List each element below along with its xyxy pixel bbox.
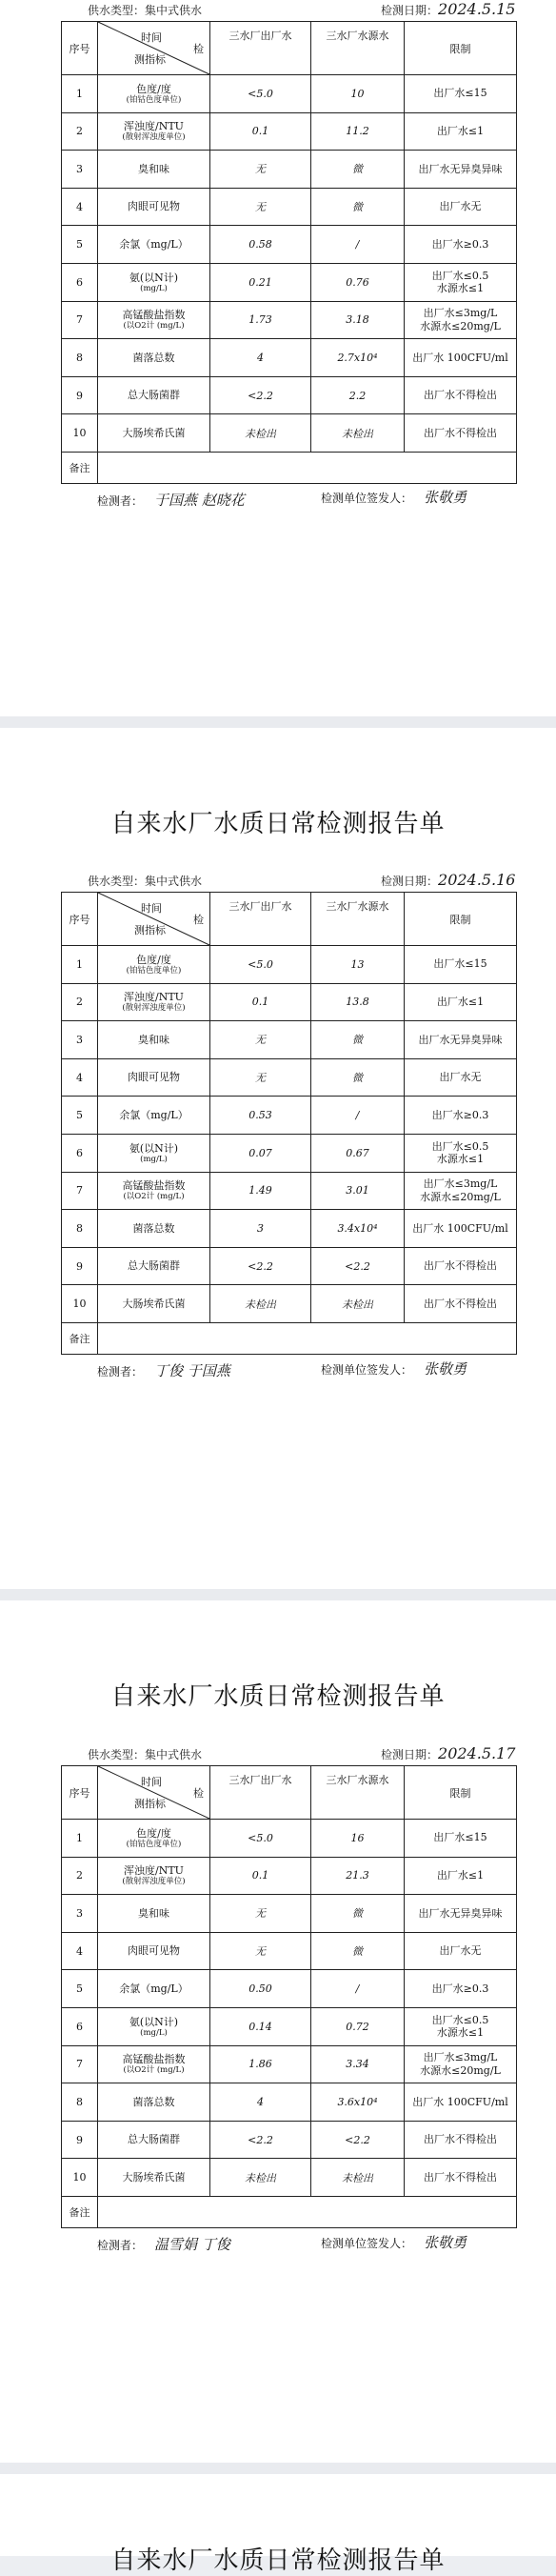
table-row — [62, 2159, 517, 2197]
indicator-name: 高锰酸盐指数 (以O2计 (mg/L) — [98, 2045, 210, 2083]
test-date: 检测日期：2024.5.15 — [381, 0, 516, 18]
table-row — [62, 1021, 517, 1059]
indicator-name: 总大肠菌群 — [98, 376, 210, 414]
table-row — [62, 226, 517, 264]
indicator-name: 色度/度 (铂钴色度单位) — [98, 946, 210, 984]
source-water-value: 2.7x10⁴ — [311, 339, 405, 377]
indicator-name: 浑浊度/NTU (散射浑浊度单位) — [98, 1857, 210, 1895]
row-number: 8 — [62, 2083, 98, 2122]
table-row — [62, 151, 517, 189]
table-row — [62, 2083, 517, 2122]
report-title: 自来水厂水质日常检测报告单 — [110, 1682, 446, 1711]
report-page-4 — [0, 2474, 556, 2575]
row-number: 3 — [62, 151, 98, 189]
limit-value: 出厂水无异臭异味 — [405, 1895, 517, 1933]
report-title: 自来水厂水质日常检测报告单 — [110, 810, 446, 838]
row-number: 1 — [62, 75, 98, 113]
row-number: 3 — [62, 1895, 98, 1933]
table-row — [62, 1970, 517, 2008]
indicator-name: 大肠埃希氏菌 — [98, 1285, 210, 1323]
diagonal-header-cell: 时间 检 测指标 — [98, 893, 210, 946]
source-water-value: 3.34 — [311, 2045, 405, 2083]
table-row — [62, 301, 517, 339]
row-number: 6 — [62, 1134, 98, 1172]
table-row — [62, 1097, 517, 1135]
limit-value: 出厂水 100CFU/ml — [405, 1210, 517, 1248]
col-source-water: 三水厂水源水 — [311, 893, 405, 946]
row-number: 6 — [62, 263, 98, 301]
table-row — [62, 1247, 517, 1285]
limit-value: 出厂水≤15 — [405, 75, 517, 113]
indicator-name: 臭和味 — [98, 1021, 210, 1059]
signer: 检测单位签发人： 张敬勇 — [321, 2234, 467, 2251]
outlet-water-value: 无 — [210, 151, 311, 189]
col-outlet-water: 三水厂出厂水 — [210, 893, 311, 946]
source-water-value: 微 — [311, 188, 405, 226]
outlet-water-value: 3 — [210, 1210, 311, 1248]
supply-type: 供水类型：集中式供水 — [88, 1748, 203, 1761]
report-rows — [62, 75, 517, 453]
limit-value: 出厂水无异臭异味 — [405, 1021, 517, 1059]
row-number: 5 — [62, 226, 98, 264]
outlet-water-value: 1.49 — [210, 1172, 311, 1210]
source-water-value: 3.18 — [311, 301, 405, 339]
diagonal-header-cell: 时间 检 测指标 — [98, 22, 210, 75]
row-number: 6 — [62, 2007, 98, 2045]
note-label: 备注 — [62, 1322, 98, 1354]
outlet-water-value: 无 — [210, 1895, 311, 1933]
source-water-value: 未检出 — [311, 1285, 405, 1323]
limit-value: 出厂水≤0.5 水源水≤1 — [405, 2007, 517, 2045]
col-outlet-water: 三水厂出厂水 — [210, 22, 311, 75]
outlet-water-value: 未检出 — [210, 414, 311, 453]
indicator-name: 氨(以N计) (mg/L) — [98, 2007, 210, 2045]
limit-value: 出厂水不得检出 — [405, 2121, 517, 2159]
source-water-value: <2.2 — [311, 2121, 405, 2159]
report-table — [61, 1765, 517, 2228]
table-row — [62, 112, 517, 151]
outlet-water-value: 1.86 — [210, 2045, 311, 2083]
indicator-name: 总大肠菌群 — [98, 1247, 210, 1285]
indicator-name: 菌落总数 — [98, 2083, 210, 2122]
row-number: 9 — [62, 376, 98, 414]
source-water-value: / — [311, 1097, 405, 1135]
inspectors: 检测者： 温雪娟 丁俊 — [97, 2236, 230, 2253]
source-water-value: 微 — [311, 1021, 405, 1059]
limit-value: 出厂水≤15 — [405, 1820, 517, 1858]
outlet-water-value: 无 — [210, 188, 311, 226]
source-water-value: 微 — [311, 151, 405, 189]
signer-signature: 张敬勇 — [424, 1360, 467, 1378]
outlet-water-value: 未检出 — [210, 2159, 311, 2197]
table-row — [62, 1134, 517, 1172]
row-number: 2 — [62, 983, 98, 1021]
row-number: 4 — [62, 1058, 98, 1097]
limit-value: 出厂水无 — [405, 188, 517, 226]
source-water-value: 16 — [311, 1820, 405, 1858]
source-water-value: 0.72 — [311, 2007, 405, 2045]
limit-value: 出厂水≤15 — [405, 946, 517, 984]
outlet-water-value: 0.58 — [210, 226, 311, 264]
outlet-water-value: 0.50 — [210, 1970, 311, 2008]
table-row — [62, 1932, 517, 1970]
page-gap — [0, 1589, 556, 1600]
table-row — [62, 188, 517, 226]
row-number: 10 — [62, 1285, 98, 1323]
limit-value: 出厂水≤3mg/L 水源水≤20mg/L — [405, 1172, 517, 1210]
outlet-water-value: <2.2 — [210, 376, 311, 414]
seq-header: 序号 — [62, 893, 98, 946]
inspector-signature: 于国燕 赵晓花 — [154, 492, 245, 509]
row-number: 5 — [62, 1097, 98, 1135]
outlet-water-value: 无 — [210, 1932, 311, 1970]
source-water-value: 13.8 — [311, 983, 405, 1021]
indicator-name: 臭和味 — [98, 1895, 210, 1933]
row-number: 3 — [62, 1021, 98, 1059]
outlet-water-value: 4 — [210, 2083, 311, 2122]
outlet-water-value: <2.2 — [210, 1247, 311, 1285]
table-row — [62, 376, 517, 414]
table-row — [62, 1895, 517, 1933]
indicator-name: 菌落总数 — [98, 1210, 210, 1248]
indicator-name: 余氯（mg/L） — [98, 1097, 210, 1135]
col-limit: 限制 — [405, 22, 517, 75]
source-water-value: 未检出 — [311, 2159, 405, 2197]
report-table — [61, 892, 517, 1355]
row-number: 1 — [62, 1820, 98, 1858]
supply-type: 供水类型：集中式供水 — [88, 4, 203, 17]
indicator-name: 余氯（mg/L） — [98, 1970, 210, 2008]
source-water-value: 11.2 — [311, 112, 405, 151]
page-gap — [0, 716, 556, 728]
outlet-water-value: 0.1 — [210, 112, 311, 151]
outlet-water-value: 0.21 — [210, 263, 311, 301]
note-value — [98, 452, 517, 483]
source-water-value: 0.67 — [311, 1134, 405, 1172]
limit-value: 出厂水不得检出 — [405, 2159, 517, 2197]
limit-value: 出厂水≤1 — [405, 1857, 517, 1895]
limit-value: 出厂水无异臭异味 — [405, 151, 517, 189]
source-water-value: 21.3 — [311, 1857, 405, 1895]
source-water-value: 3.4x10⁴ — [311, 1210, 405, 1248]
source-water-value: 微 — [311, 1932, 405, 1970]
limit-value: 出厂水≤3mg/L 水源水≤20mg/L — [405, 301, 517, 339]
outlet-water-value: <5.0 — [210, 1820, 311, 1858]
limit-value: 出厂水≥0.3 — [405, 1097, 517, 1135]
note-label: 备注 — [62, 452, 98, 483]
note-value — [98, 2196, 517, 2227]
outlet-water-value: <2.2 — [210, 2121, 311, 2159]
table-row — [62, 983, 517, 1021]
source-water-value: 10 — [311, 75, 405, 113]
outlet-water-value: 0.14 — [210, 2007, 311, 2045]
indicator-name: 肉眼可见物 — [98, 1932, 210, 1970]
report-page-3 — [0, 1600, 556, 2463]
indicator-name: 浑浊度/NTU (散射浑浊度单位) — [98, 112, 210, 151]
indicator-name: 菌落总数 — [98, 339, 210, 377]
row-number: 8 — [62, 339, 98, 377]
source-water-value: 3.6x10⁴ — [311, 2083, 405, 2122]
supply-type: 供水类型：集中式供水 — [88, 875, 203, 888]
row-number: 7 — [62, 301, 98, 339]
report-table — [61, 21, 517, 484]
seq-header: 序号 — [62, 22, 98, 75]
table-row — [62, 263, 517, 301]
table-row — [62, 2121, 517, 2159]
inspector-signature: 丁俊 于国燕 — [154, 1362, 230, 1379]
indicator-name: 色度/度 (铂钴色度单位) — [98, 75, 210, 113]
source-water-value: 2.2 — [311, 376, 405, 414]
note-label: 备注 — [62, 2196, 98, 2227]
limit-value: 出厂水≥0.3 — [405, 1970, 517, 2008]
table-row — [62, 414, 517, 453]
outlet-water-value: 未检出 — [210, 1285, 311, 1323]
indicator-name: 氨(以N计) (mg/L) — [98, 263, 210, 301]
indicator-name: 高锰酸盐指数 (以O2计 (mg/L) — [98, 301, 210, 339]
inspectors: 检测者： 于国燕 赵晓花 — [97, 492, 245, 509]
limit-value: 出厂水 100CFU/ml — [405, 339, 517, 377]
table-row — [62, 1210, 517, 1248]
source-water-value: 0.76 — [311, 263, 405, 301]
row-number: 5 — [62, 1970, 98, 2008]
table-row — [62, 1857, 517, 1895]
col-limit: 限制 — [405, 1766, 517, 1820]
indicator-name: 氨(以N计) (mg/L) — [98, 1134, 210, 1172]
source-water-value: / — [311, 1970, 405, 2008]
limit-value: 出厂水≤1 — [405, 983, 517, 1021]
limit-value: 出厂水无 — [405, 1932, 517, 1970]
outlet-water-value: <5.0 — [210, 946, 311, 984]
outlet-water-value: <5.0 — [210, 75, 311, 113]
test-date: 检测日期：2024.5.16 — [381, 871, 516, 889]
signer: 检测单位签发人： 张敬勇 — [321, 1360, 467, 1378]
row-number: 9 — [62, 2121, 98, 2159]
table-row — [62, 75, 517, 113]
row-number: 1 — [62, 946, 98, 984]
limit-value: 出厂水不得检出 — [405, 414, 517, 453]
indicator-name: 大肠埃希氏菌 — [98, 2159, 210, 2197]
limit-value: 出厂水≥0.3 — [405, 226, 517, 264]
report-rows — [62, 1820, 517, 2197]
limit-value: 出厂水≤1 — [405, 112, 517, 151]
test-date: 检测日期：2024.5.17 — [381, 1744, 516, 1762]
indicator-name: 高锰酸盐指数 (以O2计 (mg/L) — [98, 1172, 210, 1210]
outlet-water-value: 0.1 — [210, 983, 311, 1021]
source-water-value: 13 — [311, 946, 405, 984]
diagonal-header-cell: 时间 检 测指标 — [98, 1766, 210, 1820]
table-row — [62, 1172, 517, 1210]
outlet-water-value: 4 — [210, 339, 311, 377]
indicator-name: 余氯（mg/L） — [98, 226, 210, 264]
source-water-value: / — [311, 226, 405, 264]
report-rows — [62, 946, 517, 1323]
col-limit: 限制 — [405, 893, 517, 946]
outlet-water-value: 无 — [210, 1058, 311, 1097]
source-water-value: 3.01 — [311, 1172, 405, 1210]
col-source-water: 三水厂水源水 — [311, 22, 405, 75]
source-water-value: 微 — [311, 1895, 405, 1933]
row-number: 2 — [62, 112, 98, 151]
report-page-2 — [0, 728, 556, 1589]
table-row — [62, 1285, 517, 1323]
table-row — [62, 1058, 517, 1097]
table-row — [62, 339, 517, 377]
limit-value: 出厂水不得检出 — [405, 1247, 517, 1285]
limit-value: 出厂水 100CFU/ml — [405, 2083, 517, 2122]
signer: 检测单位签发人： 张敬勇 — [321, 489, 467, 506]
indicator-name: 总大肠菌群 — [98, 2121, 210, 2159]
indicator-name: 浑浊度/NTU (散射浑浊度单位) — [98, 983, 210, 1021]
row-number: 7 — [62, 2045, 98, 2083]
page-gap — [0, 2463, 556, 2474]
seq-header: 序号 — [62, 1766, 98, 1820]
signer-signature: 张敬勇 — [424, 2234, 467, 2251]
table-row — [62, 2007, 517, 2045]
report-title-partial: 自来水厂水质日常检测报告单 — [110, 2546, 446, 2575]
outlet-water-value: 0.1 — [210, 1857, 311, 1895]
table-row — [62, 2045, 517, 2083]
outlet-water-value: 0.53 — [210, 1097, 311, 1135]
col-outlet-water: 三水厂出厂水 — [210, 1766, 311, 1820]
row-number: 2 — [62, 1857, 98, 1895]
row-number: 8 — [62, 1210, 98, 1248]
limit-value: 出厂水不得检出 — [405, 1285, 517, 1323]
outlet-water-value: 无 — [210, 1021, 311, 1059]
inspectors: 检测者： 丁俊 于国燕 — [97, 1362, 230, 1379]
source-water-value: <2.2 — [311, 1247, 405, 1285]
row-number: 4 — [62, 188, 98, 226]
limit-value: 出厂水≤0.5 水源水≤1 — [405, 1134, 517, 1172]
indicator-name: 肉眼可见物 — [98, 1058, 210, 1097]
indicator-name: 肉眼可见物 — [98, 188, 210, 226]
row-number: 9 — [62, 1247, 98, 1285]
limit-value: 出厂水无 — [405, 1058, 517, 1097]
indicator-name: 臭和味 — [98, 151, 210, 189]
row-number: 10 — [62, 2159, 98, 2197]
indicator-name: 大肠埃希氏菌 — [98, 414, 210, 453]
inspector-signature: 温雪娟 丁俊 — [154, 2236, 230, 2253]
source-water-value: 微 — [311, 1058, 405, 1097]
outlet-water-value: 0.07 — [210, 1134, 311, 1172]
col-source-water: 三水厂水源水 — [311, 1766, 405, 1820]
row-number: 4 — [62, 1932, 98, 1970]
row-number: 10 — [62, 414, 98, 453]
signer-signature: 张敬勇 — [424, 489, 467, 506]
limit-value: 出厂水≤0.5 水源水≤1 — [405, 263, 517, 301]
note-value — [98, 1322, 517, 1354]
indicator-name: 色度/度 (铂钴色度单位) — [98, 1820, 210, 1858]
limit-value: 出厂水≤3mg/L 水源水≤20mg/L — [405, 2045, 517, 2083]
limit-value: 出厂水不得检出 — [405, 376, 517, 414]
outlet-water-value: 1.73 — [210, 301, 311, 339]
row-number: 7 — [62, 1172, 98, 1210]
table-row — [62, 1820, 517, 1858]
source-water-value: 未检出 — [311, 414, 405, 453]
table-row — [62, 946, 517, 984]
report-page-1 — [0, 0, 556, 716]
